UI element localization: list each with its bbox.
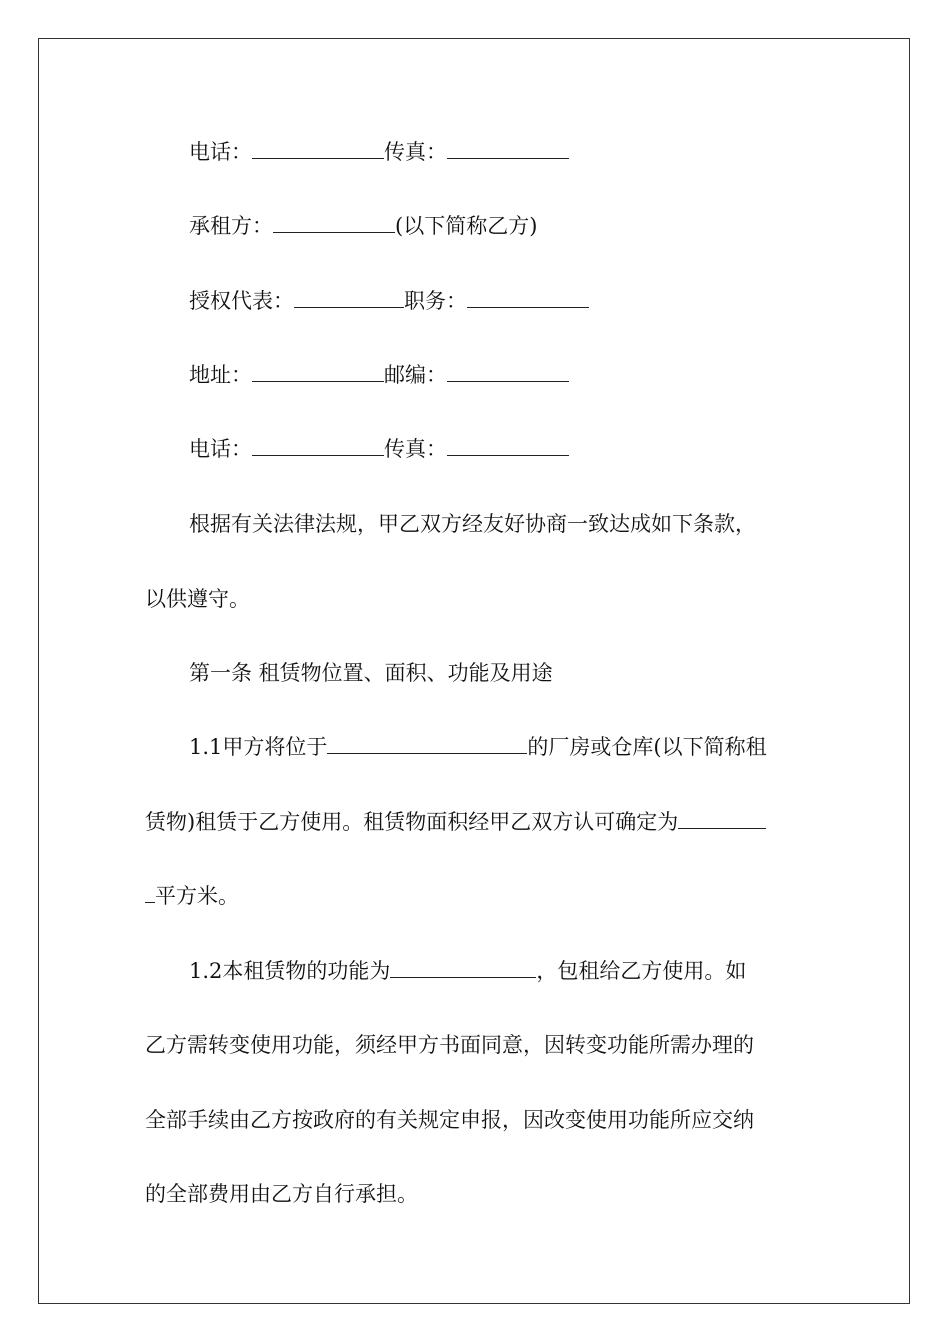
location-blank[interactable] <box>327 735 527 754</box>
lessee-label: 承租方： <box>189 214 273 238</box>
lessee-abbrev: (以下简称乙方) <box>395 214 538 238</box>
area-blank[interactable] <box>678 810 766 829</box>
representative-blank[interactable] <box>294 289 404 308</box>
clause-1-2-text-a: 1.2本租赁物的功能为 <box>189 959 391 983</box>
lessor-phone-line <box>189 138 569 166</box>
clause-1-2-text-b: ，包租给乙方使用。如 <box>536 959 747 983</box>
clause-1-2-line-1 <box>189 957 746 985</box>
lessee-blank[interactable] <box>273 214 395 233</box>
clause-1-2-line-2: 乙方需转变使用功能，须经甲方书面同意，因转变功能所需办理的 <box>145 1033 754 1057</box>
phone-label: 电话： <box>189 437 252 461</box>
phone-label: 电话： <box>189 140 252 164</box>
position-blank[interactable] <box>467 289 589 308</box>
address-line <box>189 361 569 389</box>
intro-paragraph-line-2: 以供遵守。 <box>145 587 250 611</box>
clause-1-2-line-4: 的全部费用由乙方自行承担。 <box>145 1182 418 1206</box>
article-1-heading: 第一条 租赁物位置、面积、功能及用途 <box>189 661 553 685</box>
fax-label: 传真： <box>384 437 447 461</box>
clause-1-1-text-a: 1.1甲方将位于 <box>189 735 328 759</box>
clause-1-1-text-b: 的厂房或仓库(以下简称租 <box>527 735 767 759</box>
fax-blank[interactable] <box>447 437 569 456</box>
clause-1-1-line-1 <box>189 733 767 761</box>
clause-1-2-line-3: 全部手续由乙方按政府的有关规定申报，因改变使用功能所应交纳 <box>145 1108 754 1132</box>
position-label: 职务： <box>404 289 467 313</box>
postcode-label: 邮编： <box>384 363 447 387</box>
phone-blank[interactable] <box>252 140 384 159</box>
fax-label: 传真： <box>384 140 447 164</box>
address-blank[interactable] <box>252 363 384 382</box>
clause-1-1-line-2 <box>145 808 766 836</box>
phone-blank[interactable] <box>252 437 384 456</box>
clause-1-1-line-3 <box>145 882 239 910</box>
clause-1-1-text-c: 赁物)租赁于乙方使用。租赁物面积经甲乙双方认可确定为 <box>145 810 679 834</box>
lessee-line <box>189 212 537 240</box>
representative-line <box>189 287 589 315</box>
representative-label: 授权代表： <box>189 289 294 313</box>
postcode-blank[interactable] <box>447 363 569 382</box>
address-label: 地址： <box>189 363 252 387</box>
fax-blank[interactable] <box>447 140 569 159</box>
clause-1-1-text-d: 平方米。 <box>155 884 239 908</box>
intro-paragraph-line-1: 根据有关法律法规，甲乙双方经友好协商一致达成如下条款， <box>189 512 756 536</box>
lessee-phone-line <box>189 435 569 463</box>
function-blank[interactable] <box>390 959 536 978</box>
area-blank-continuation[interactable] <box>145 884 155 903</box>
